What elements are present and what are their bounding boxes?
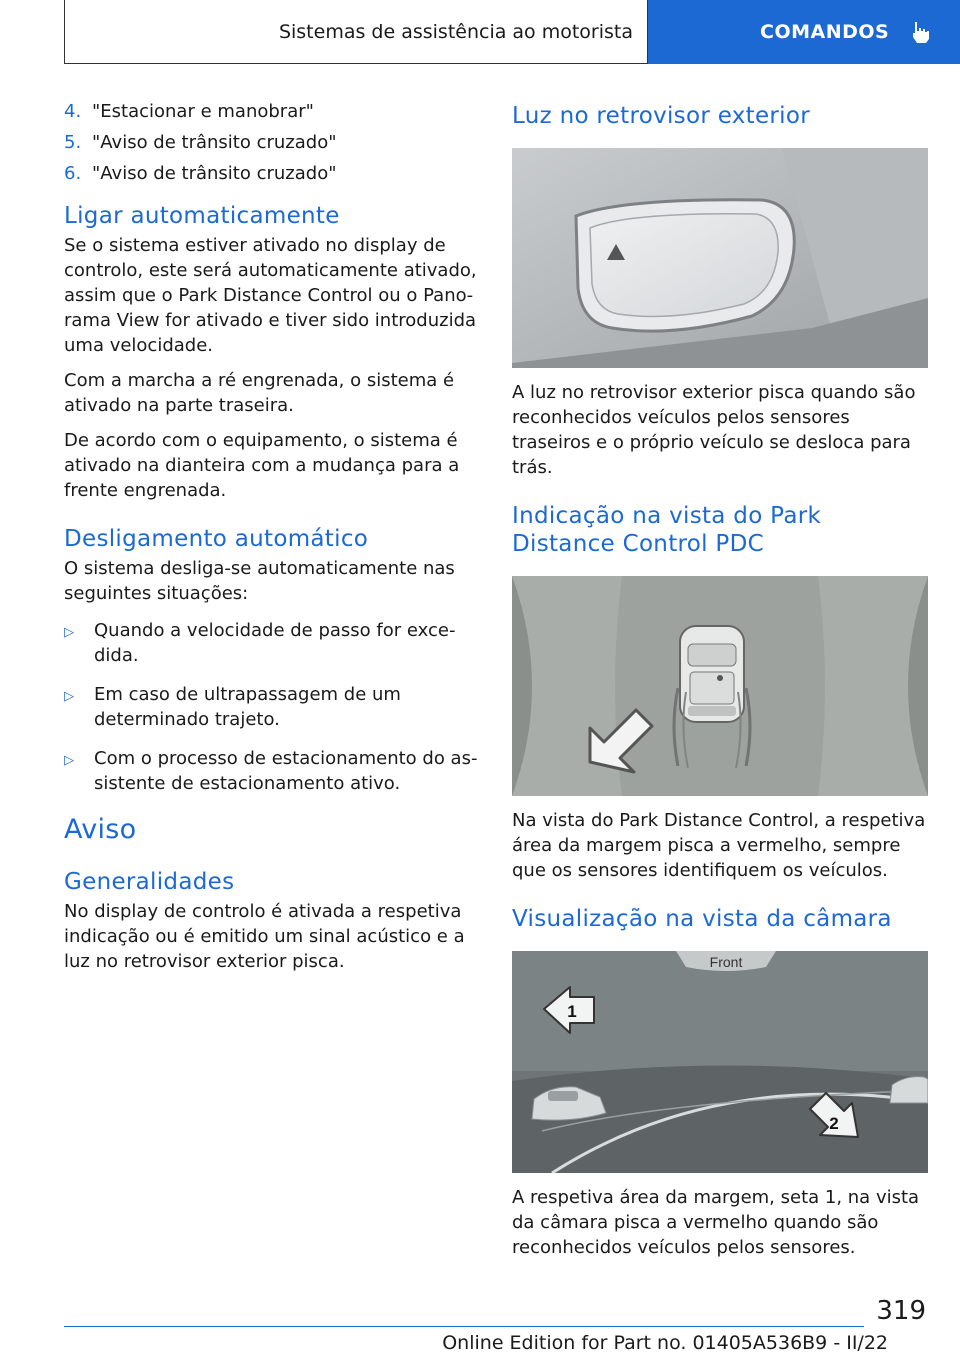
- list-item: ▷ Em caso de ultrapassagem de um determinado trajeto.: [64, 684, 401, 730]
- triangle-bullet-icon: ▷: [64, 689, 74, 704]
- heading-mirror: Luz no retrovisor exterior: [512, 103, 810, 129]
- bullet-list: [64, 618, 478, 796]
- list-item: 6. "Aviso de trânsito cruzado": [64, 163, 337, 184]
- list-item: ▷ Quando a velocidade de passo for excedida.: [64, 620, 456, 666]
- camera-view-image: [512, 951, 928, 1173]
- heading-auto-off: Desligamento automático: [64, 526, 369, 552]
- heading-pdc: Indicação na vista do Park Distance Control PDC: [512, 503, 822, 557]
- heading-camera: Visualização na vista da câmara: [512, 906, 892, 932]
- mirror-image: [512, 148, 928, 368]
- mirror-caption: A luz no retrovisor exterior pisca quando são reconhecidos veículos pelos sensores traseiros e o próprio veículo se desloca para trás.: [512, 382, 916, 478]
- car-top-view: [680, 626, 744, 722]
- list-item: ▷ Com o processo de estacionamento do assistente de estacionamento ativo.: [64, 748, 478, 794]
- paragraph: Com a marcha a ré engrenada, o sistema é ativado na parte traseira.: [64, 370, 455, 416]
- right-column: [512, 96, 928, 1260]
- pdc-view-image: [512, 576, 928, 796]
- pointing-hand-icon: [907, 19, 933, 45]
- front-label: Front: [709, 954, 743, 970]
- arrow-2-label: 2: [829, 1114, 839, 1133]
- heading-generalidades: Generalidades: [64, 869, 235, 895]
- heading-aviso: Aviso: [64, 814, 137, 845]
- paragraph: De acordo com o equipamento, o sistema é ativado na dianteira com a mudança para a frente engrenada.: [64, 430, 460, 501]
- footer-divider: [64, 1326, 864, 1327]
- heading-auto-on: Ligar automaticamente: [64, 203, 340, 229]
- paragraph: Se o sistema estiver ativado no display de controlo, este será automaticamente ativado, assim que o Park Distance Control ou o Panorama View for ativado e tiver sido introduzida uma velocidade.: [64, 235, 477, 356]
- page-number: 319: [876, 1296, 926, 1326]
- left-column: [64, 96, 478, 974]
- header-chapter-tab[interactable]: [648, 0, 960, 64]
- list-item: 5. "Aviso de trânsito cruzado": [64, 132, 337, 153]
- header-section-title: Sistemas de assistência ao motorista: [278, 20, 633, 43]
- pdc-caption: Na vista do Park Distance Control, a respetiva área da margem pisca a vermelho, sempre que os sensores identifiquem os veículos.: [512, 810, 926, 881]
- list-item: 4. "Estacionar e manobrar": [64, 101, 314, 122]
- footer-edition: Online Edition for Part no. 01405A536B9 - II/22: [442, 1332, 888, 1354]
- numbered-list: [64, 100, 478, 186]
- camera-caption: A respetiva área da margem, seta 1, na vista da câmara pisca a vermelho quando são reconhecidos veículos pelos sensores.: [512, 1187, 920, 1258]
- triangle-bullet-icon: ▷: [64, 753, 74, 768]
- triangle-bullet-icon: ▷: [64, 625, 74, 640]
- header-chapter-title: COMANDOS: [760, 21, 890, 43]
- paragraph: No display de controlo é ativada a respetiva indicação ou é emitido um sinal acústico e a luz no retrovisor exterior pisca.: [64, 901, 465, 972]
- arrow-1-label: 1: [567, 1002, 577, 1021]
- header-section-tab: [64, 0, 648, 64]
- paragraph: O sistema desliga-se automaticamente nas seguintes situações:: [64, 558, 455, 604]
